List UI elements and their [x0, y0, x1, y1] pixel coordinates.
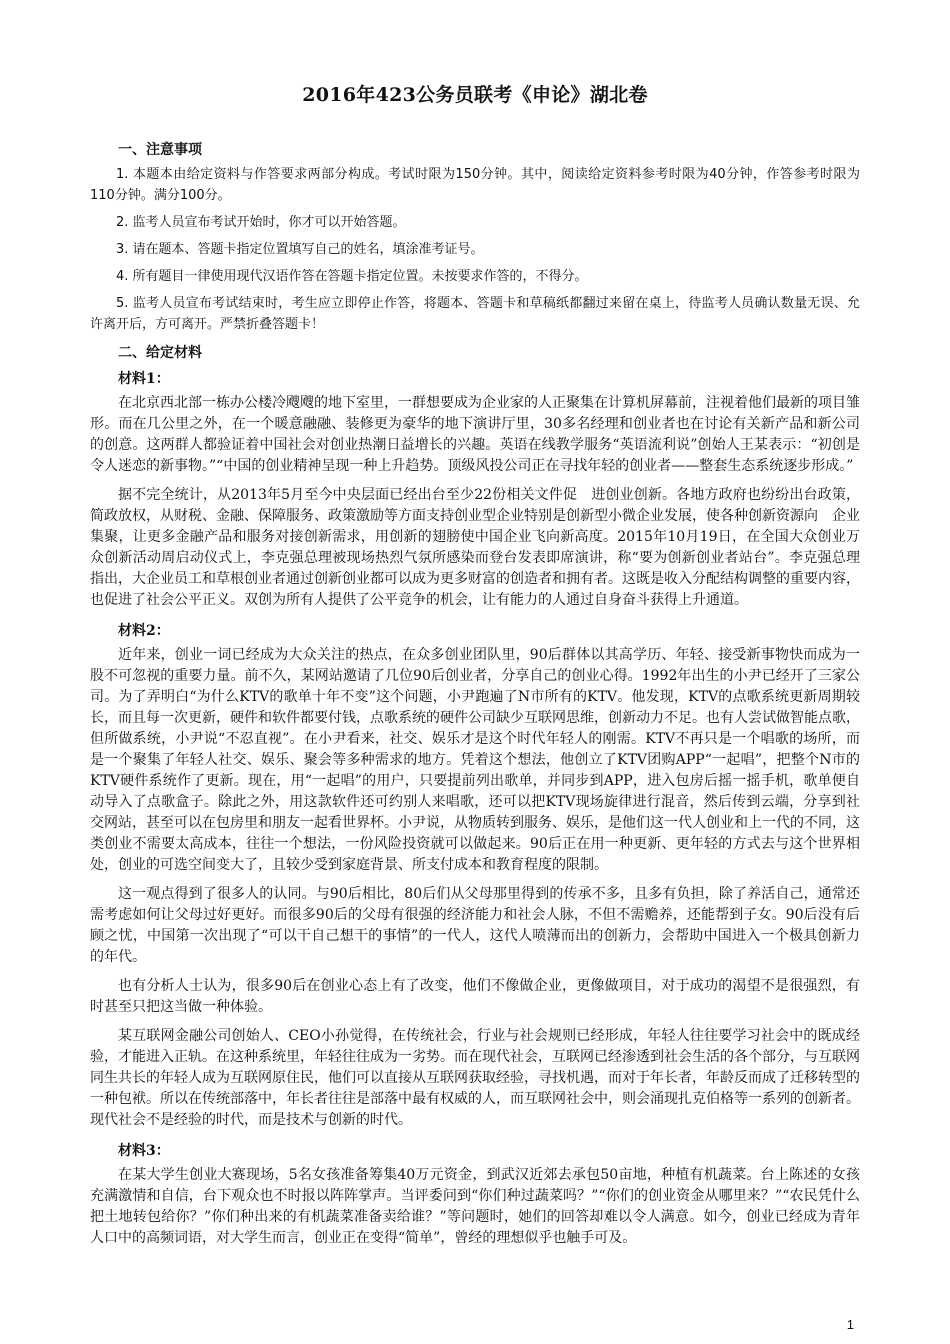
document-body: [90, 138, 860, 1249]
notice-item-1: 1. 本题本由给定资料与作答要求两部分构成。考试时限为150分钟。其中，阅读给定资料参考时限为40分钟，作答参考时限为110分钟。满分100分。: [90, 167, 860, 203]
material-2-paragraph-1: 近年来，创业一词已经成为大众关注的热点，在众多创业团队里，90后群体以其高学历、年轻、接受新事物快而成为一股不可忽视的重要力量。前不久，某网站邀请了几位90后创业者，分享自己的创业心得。1992年出生的小尹已经开了三家公司。为了弄明白“为什么KTV的歌单十年不变”这个问题，小尹跑遍了N市所有的KTV。他发现，KTV的点歌系统更新周期较长，而且每一次更新，硬件和软件都要付钱，点歌系统的硬件公司缺少互联网思维，创新动力不足。也有人尝试做智能点歌，但所做系统，小尹说“不忍直视”。在小尹看来，社交、娱乐才是这个时代年轻人的刚需。KTV不再只是一个唱歌的场所，而是一个聚集了年轻人社交、娱乐、聚会等多种需求的地方。凭着这个想法，他创立了KTV团购APP“一起唱”，把整个N市的KTV硬件系统作了更新。现在，用“一起唱”的用户，只要提前列出歌单，并同步到APP，进入包房后摇一摇手机，歌单便自动导入了点歌盒子。除此之外，用这款软件还可约别人来唱歌，还可以把KTV现场旋律进行混音，然后传到云端，分享到社交网站，甚至可以在包房里和朋友一起看世界杯。小尹说，从物质转到服务、娱乐，是他们这一代人创业和上一代的不同，这类创业不需要太高成本，往往一个想法，一份风险投资就可以做起来。90后正在用一种更新、更年轻的方式去与这个世界相处，创业的可选空间变大了，且较少受到家庭背景、所支付成本和教育程度的限制。: [90, 647, 860, 873]
material-1-paragraph-2: 据不完全统计，从2013年5月至今中央层面已经出台至少22份相关文件促 进创业创新。各地方政府也纷纷出台政策，简政放权，从财税、金融、保障服务、政策激励等方面支持创业型企业特别是创新型小微企业发展，使各种创新资源向 企业集聚，让更多金融产品和服务对接创新需求，用创新的翅膀使中国企业飞向新高度。2015年10月19日，在全国大众创业万众创新活动周启动仪式上，李克强总理被现场热烈气氛所感染而登台发表即席演讲，称“要为创新创业者站台”。李克强总理指出，大企业员工和草根创业者通过创新创业都可以成为更多财富的创造者和拥有者。这既是收入分配结构调整的重要内容，也促进了社会公平正义。双创为所有人提供了公平竞争的机会，让有能力的人通过自身奋斗获得上升通道。: [90, 487, 860, 608]
notice-item-4: 4. 所有题目一律使用现代汉语作答在答题卡指定位置。未按要求作答的，不得分。: [116, 269, 588, 284]
material-1-paragraph-1: 在北京西北部一栋办公楼冷飕飕的地下室里，一群想要成为企业家的人正聚集在计算机屏幕前，注视着他们最新的项目雏形。而在几公里之外，在一个暖意融融、装修更为豪华的地下演讲厅里，30多名经理和创业者也在讨论有关新产品和新公司的创意。这两群人都验证着中国社会对创业热潮日益增长的兴趣。英语在线教学服务“英语流利说”创始人王某表示：“初创是令人迷恋的新事物。”“中国的创业精神呈现一种上升趋势。顶级风投公司正在寻找年轻的创业者——整套生态系统逐步形成。”: [90, 395, 860, 474]
notice-item-3: 3. 请在题本、答题卡指定位置填写自己的姓名，填涂准考证号。: [116, 242, 484, 257]
notice-heading: 一、注意事项: [118, 142, 202, 158]
notice-item-2: 2. 监考人员宣布考试开始时，你才可以开始答题。: [116, 215, 406, 230]
material-2-paragraph-2: 这一观点得到了很多人的认同。与90后相比，80后们从父母那里得到的传承不多，且多有负担，除了养活自己，通常还需考虑如何让父母过好更好。而很多90后的父母有很强的经济能力和社会人脉，不但不需赡养，还能帮到子女。90后没有后顾之忧，中国第一次出现了“可以干自己想干的事情”的一代人，这代人喷薄而出的创新力，会帮助中国进入一个极具创新力的年代。: [90, 886, 860, 965]
material-2-paragraph-3: 也有分析人士认为，很多90后在创业心态上有了改变，他们不像做企业，更像做项目，对于成功的渴望不是很强烈，有时甚至只把这当做一种体验。: [90, 978, 860, 1015]
material-2-title: 材料2：: [118, 623, 170, 639]
material-3-title: 材料3：: [118, 1143, 170, 1159]
material-3-paragraph-1: 在某大学生创业大赛现场，5名女孩准备筹集40万元资金，到武汉近郊去承包50亩地，种植有机蔬菜。台上陈述的女孩充满激情和自信，台下观众也不时报以阵阵掌声。当评委问到“你们种过蔬菜吗？”“你们的创业资金从哪里来？”“农民凭什么把土地转包给你？”你们种出来的有机蔬菜准备卖给谁？”等问题时，她们的回答却难以令人满意。如今，创业已经成为青年人口中的高频词语，对大学生而言，创业正在变得“简单”，曾经的理想似乎也触手可及。: [90, 1167, 860, 1246]
material-1-title: 材料1：: [118, 371, 170, 387]
materials-section: [90, 341, 860, 1249]
notice-item-5: 5. 监考人员宣布考试结束时，考生应立即停止作答，将题本、答题卡和草稿纸都翻过来留在桌上，待监考人员确认数量无误、允许离开后，方可离开。严禁折叠答题卡！: [90, 296, 860, 332]
document-title: 2016年423公务员联考《申论》湖北卷: [302, 84, 648, 106]
material-2-paragraph-4: 某互联网金融公司创始人、CEO小孙觉得，在传统社会，行业与社会规则已经形成，年轻人往往要学习社会中的既成经验，才能进入正轨。在这种系统里，年轻往往成为一劣势。而在现代社会，互联网已经渗透到社会生活的各个部分，与互联网同生共长的年轻人成为互联网原住民，他们可以直接从互联网获取经验，寻找机遇，而对于年长者，年龄反而成了迁移转型的一种包袱。所以在传统部落中，年长者往往是部落中最有权威的人，而互联网社会中，则会涌现扎克伯格等一系列的创新者。现代社会不是经验的时代，而是技术与创新的时代。: [90, 1028, 860, 1128]
notice-section: [90, 138, 860, 335]
materials-heading: 二、给定材料: [118, 345, 202, 361]
page-number: 1: [846, 1317, 854, 1332]
